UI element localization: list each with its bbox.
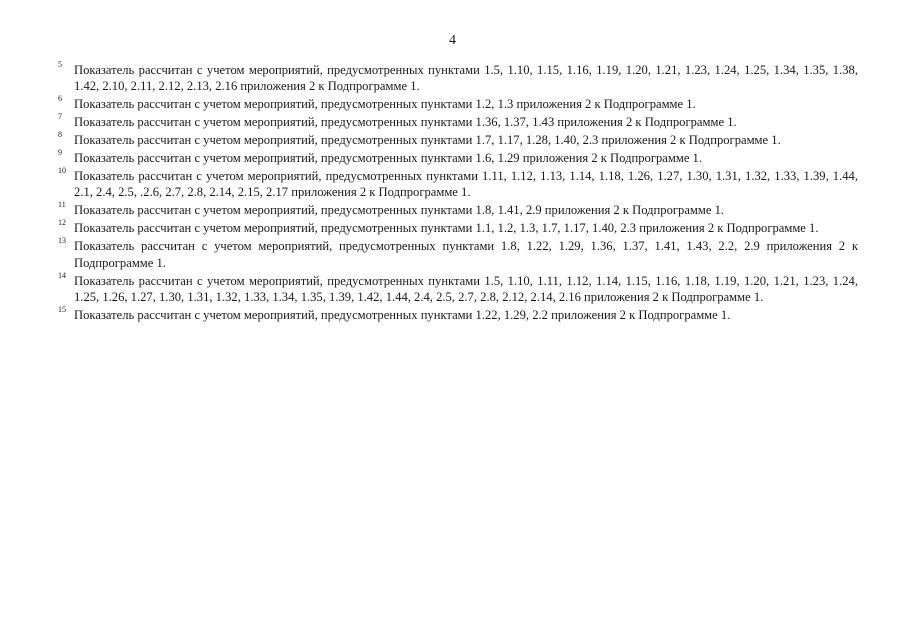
footnote-5 [58, 62, 858, 94]
footnote-text: Показатель рассчитан с учетом мероприятий, предусмотренных пунктами 1.5, 1.10, 1.11, 1.12, 1.14, 1.15, 1.16, 1.18, 1.19, 1.20, 1.21, 1.23, 1.24, 1.25, 1.26, 1.27, 1.30, 1.31, 1.32, 1.33, 1.34, 1.35, 1.39, 1.42, 1.44, 2.4, 2.5, 2.7, 2.8, 2.12, 2.14, 2.16 приложения 2 к Подпрограмме 1. [74, 273, 858, 304]
footnote-marker: 7 [58, 112, 62, 122]
footnote-text: Показатель рассчитан с учетом мероприятий, предусмотренных пунктами 1.2, 1.3 приложения 2 к Подпрограмме 1. [74, 97, 696, 112]
footnote-marker: 6 [58, 94, 62, 104]
footnote-text: Показатель рассчитан с учетом мероприятий, предусмотренных пунктами 1.11, 1.12, 1.13, 1.14, 1.18, 1.26, 1.27, 1.30, 1.31, 1.32, 1.33, 1.39, 1.44, 2.1, 2.4, 2.5, .2.6, 2.7, 2.8, 2.14, 2.15, 2.17 приложения 2 к Подпрограмме 1. [74, 169, 858, 200]
footnote-text: Показатель рассчитан с учетом мероприятий, предусмотренных пунктами 1.6, 1.29 приложения 2 к Подпрограмме 1. [74, 151, 703, 166]
footnote-12 [58, 220, 858, 236]
footnote-marker: 14 [58, 270, 66, 280]
footnote-marker: 12 [58, 218, 66, 228]
footnote-text: Показатель рассчитан с учетом мероприятий, предусмотренных пунктами 1.22, 1.29, 2.2 приложения 2 к Подпрограмме 1. [74, 307, 731, 322]
footnote-text: Показатель рассчитан с учетом мероприятий, предусмотренных пунктами 1.7, 1.17, 1.28, 1.40, 2.3 приложения 2 к Подпрограмме 1. [74, 133, 781, 148]
footnote-marker: 5 [58, 60, 62, 69]
footnote-15 [58, 304, 858, 323]
footnote-marker: 11 [58, 200, 66, 210]
footnote-text: Показатель рассчитан с учетом мероприятий, предусмотренных пунктами 1.8, 1.41, 2.9 приложения 2 к Подпрограмме 1. [74, 203, 725, 218]
footnote-11 [58, 202, 858, 218]
footnote-8 [58, 132, 858, 148]
footnote-9 [58, 150, 858, 166]
footnote-marker: 8 [58, 130, 62, 140]
footnote-marker: 10 [58, 166, 66, 176]
footnote-text: Показатель рассчитан с учетом мероприятий, предусмотренных пунктами 1.8, 1.22, 1.29, 1.36, 1.37, 1.41, 1.43, 2.2, 2.9 приложения 2 к Подпрограмме 1. [74, 239, 858, 270]
footnote-marker: 9 [58, 148, 62, 158]
footnote-7 [58, 114, 858, 130]
footnote-14 [58, 270, 858, 305]
footnote-marker: 15 [58, 304, 66, 314]
footnote-text: Показатель рассчитан с учетом мероприятий, предусмотренных пунктами 1.36, 1.37, 1.43 приложения 2 к Подпрограмме 1. [74, 115, 737, 130]
footnote-10 [58, 168, 858, 200]
footnote-text: Показатель рассчитан с учетом мероприятий, предусмотренных пунктами 1.1, 1.2, 1.3, 1.7, 1.17, 1.40, 2.3 приложения 2 к Подпрограмме 1. [74, 221, 819, 236]
footnote-text: Показатель рассчитан с учетом мероприятий, предусмотренных пунктами 1.5, 1.10, 1.15, 1.16, 1.19, 1.20, 1.21, 1.23, 1.24, 1.25, 1.34, 1.35, 1.38, 1.42, 2.10, 2.11, 2.12, 2.13, 2.16 приложения 2 к Подпрограмме 1. [74, 63, 858, 94]
footnote-6 [58, 96, 858, 112]
footnote-13 [58, 238, 858, 270]
footnotes-list [58, 62, 858, 325]
footnote-marker: 13 [58, 236, 66, 246]
page-number: 4 [449, 33, 456, 48]
